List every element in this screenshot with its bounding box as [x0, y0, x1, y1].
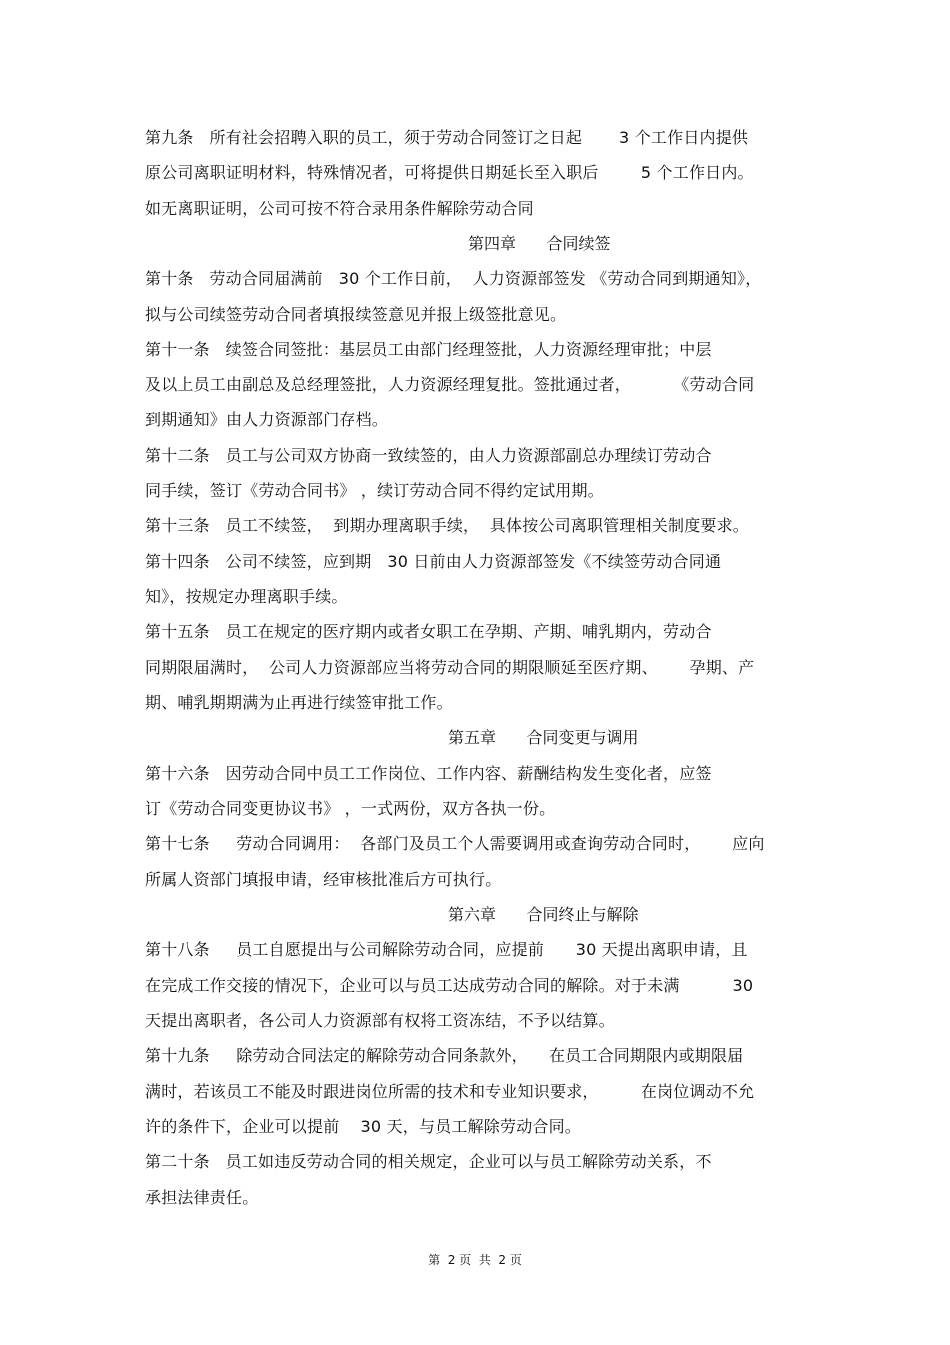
text-line: 如无离职证明，公司可按不符合录用条件解除劳动合同: [145, 199, 534, 218]
text-line: 第十七条 劳动合同调用： 各部门及员工个人需要调用或查询劳动合同时， 应向: [145, 834, 765, 853]
text-line: 第十四条 公司不续签，应到期 30 日前由人力资源部签发《不续签劳动合同通: [145, 552, 722, 571]
text-line: 同期限届满时， 公司人力资源部应当将劳动合同的期限顺延至医疗期、 孕期、产: [145, 658, 755, 677]
text-line: 天提出离职者，各公司人力资源部有权将工资冻结，不予以结算。: [145, 1011, 615, 1030]
text-line: 第十条 劳动合同届满前 30 个工作日前， 人力资源部签发 《劳动合同到期通知》，: [145, 269, 762, 288]
page-footer: 第 2 页 共 2 页: [428, 1253, 522, 1267]
text-line: 第十六条 因劳动合同中员工工作岗位、工作内容、薪酬结构发生变化者，应签: [145, 764, 712, 783]
text-line: 许的条件下，企业可以提前 30 天，与员工解除劳动合同。: [145, 1117, 581, 1136]
text-line: 第十五条 员工在规定的医疗期内或者女职工在孕期、产期、哺乳期内，劳动合: [145, 622, 712, 641]
text-line: 第二十条 员工如违反劳动合同的相关规定，企业可以与员工解除劳动关系，不: [145, 1152, 712, 1171]
text-line: 第十二条 员工与公司双方协商一致续签的，由人力资源部副总办理续订劳动合: [145, 446, 712, 465]
text-line: 期、哺乳期期满为止再进行续签审批工作。: [145, 693, 453, 712]
chapter-heading: 第四章 合同续签: [468, 234, 611, 253]
text-line: 第十八条 员工自愿提出与公司解除劳动合同，应提前 30 天提出离职申请，且: [145, 940, 748, 959]
text-line: 第十一条 续签合同签批：基层员工由部门经理签批，人力资源经理审批；中层: [145, 340, 712, 359]
text-line: 在完成工作交接的情况下，企业可以与员工达成劳动合同的解除。对于未满 30: [145, 976, 754, 995]
text-line: 满时，若该员工不能及时跟进岗位所需的技术和专业知识要求， 在岗位调动不允: [145, 1082, 755, 1101]
text-line: 第十九条 除劳动合同法定的解除劳动合同条款外， 在员工合同期限内或期限届: [145, 1046, 744, 1065]
chapter-heading: 第六章 合同终止与解除: [448, 905, 639, 924]
text-line: 及以上员工由副总及总经理签批，人力资源经理复批。签批通过者， 《劳动合同: [145, 375, 755, 394]
text-line: 拟与公司续签劳动合同者填报续签意见并报上级签批意见。: [145, 305, 567, 324]
text-line: 承担法律责任。: [145, 1188, 259, 1207]
text-line: 第十三条 员工不续签， 到期办理离职手续， 具体按公司离职管理相关制度要求。: [145, 516, 750, 535]
text-line: 原公司离职证明材料，特殊情况者，可将提供日期延长至入职后 5 个工作日内。: [145, 163, 754, 182]
text-line: 所属人资部门填报申请，经审核批准后方可执行。: [145, 870, 502, 889]
text-line: 第九条 所有社会招聘入职的员工，须于劳动合同签订之日起 3 个工作日内提供: [145, 128, 749, 147]
text-line: 知》，按规定办理离职手续。: [145, 587, 348, 606]
chapter-heading: 第五章 合同变更与调用: [448, 728, 639, 747]
text-line: 同手续，签订《劳动合同书》 ，续订劳动合同不得约定试用期。: [145, 481, 604, 500]
text-line: 订《劳动合同变更协议书》 ，一式两份，双方各执一份。: [145, 799, 556, 818]
text-line: 到期通知》由人力资源部门存档。: [145, 410, 389, 429]
